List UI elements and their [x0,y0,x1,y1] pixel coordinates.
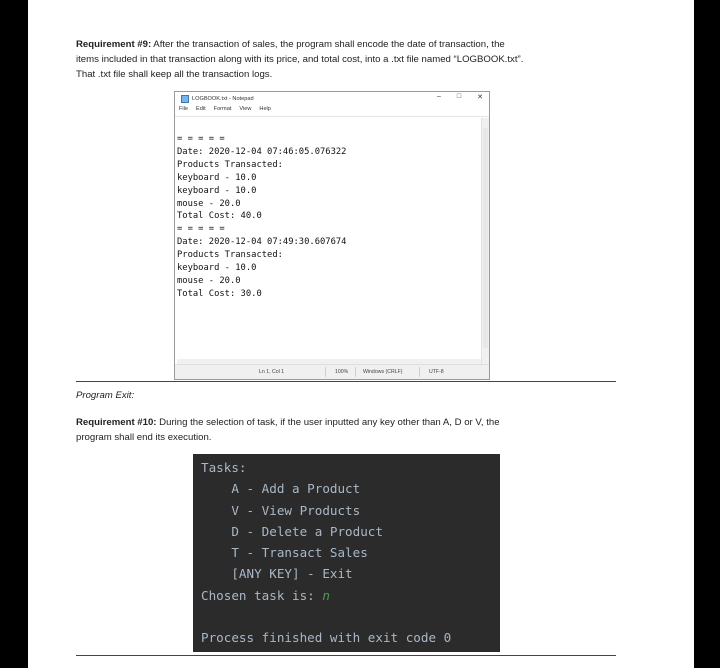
requirement-10 [76,415,596,445]
requirement-9-text-1: After the transaction of sales, the program shall encode the date of transaction, the [151,39,505,50]
requirement-9-line-3: That .txt file shall keep all the transaction logs. [76,69,273,80]
console-line: D - Delete a Product [201,523,383,539]
notepad-title: LOGBOOK.txt - Notepad [192,96,254,102]
console-text [193,454,500,649]
menu-view[interactable]: View [239,106,252,112]
status-separator [419,367,420,377]
status-zoom: 100% [335,369,349,375]
divider [76,655,616,656]
console-user-input: n [322,587,330,603]
requirement-10-line-2: program shall end its execution. [76,432,212,443]
status-line-ending: Windows (CRLF) [363,369,403,375]
close-icon[interactable]: ✕ [477,94,483,101]
right-border [694,0,720,668]
left-border [0,0,28,668]
menu-format[interactable]: Format [213,106,232,112]
notepad-content: = = = = = Date: 2020-12-04 07:46:05.076322 Products Transacted: keyboard - 10.0 keyboard - 10.0 mouse - 20.0 Total Cost: 40.0 = = = = = Date: 2020-12-04 07:49:30.607674 Products Transacted: keyboard - 10.0 mouse - 20.0 Total Cost: 30.0 [177,134,347,299]
notepad-titlebar [175,92,489,106]
console-line: A - Add a Product [201,481,361,497]
status-separator [325,367,326,377]
menu-file[interactable]: File [179,106,189,112]
maximize-icon[interactable]: □ [456,93,462,100]
notepad-menubar [175,106,489,117]
requirement-10-text-1: During the selection of task, if the user inputted any key other than A, D or V, the [156,417,500,428]
requirement-10-heading: Requirement #10: [76,417,157,428]
console-line: Tasks: [201,460,247,475]
divider [76,381,616,382]
console-exit-message: Process finished with exit code 0 [201,630,452,646]
notepad-statusbar [175,364,489,379]
window-controls [437,93,483,101]
status-encoding: UTF-8 [429,369,444,375]
console-line: V - View Products [201,502,361,518]
status-separator [355,367,356,377]
requirement-9-line-2: items included in that transaction along with its price, and total cost, into a .txt file named “LOGBOOK.txt”. [76,54,524,65]
status-position: Ln 1, Col 1 [259,369,285,375]
console-prompt: Chosen task is: [201,587,323,603]
program-exit-title: Program Exit: [76,390,135,401]
requirement-9-line-1 [76,37,596,52]
requirement-9-heading: Requirement #9: [76,39,152,50]
requirement-10-line-1 [76,415,596,430]
console-output [193,454,500,652]
notepad-text-area[interactable] [177,118,481,365]
scrollbar-thumb[interactable] [483,128,488,348]
menu-edit[interactable]: Edit [196,106,206,112]
menu-help[interactable]: Help [259,106,271,112]
console-line: [ANY KEY] - Exit [201,566,353,582]
notepad-window [174,91,490,380]
console-line: T - Transact Sales [201,545,368,561]
vertical-scrollbar[interactable] [481,118,489,365]
requirement-9 [76,37,596,82]
notepad-icon [181,95,189,103]
minimize-icon[interactable]: – [436,93,441,100]
